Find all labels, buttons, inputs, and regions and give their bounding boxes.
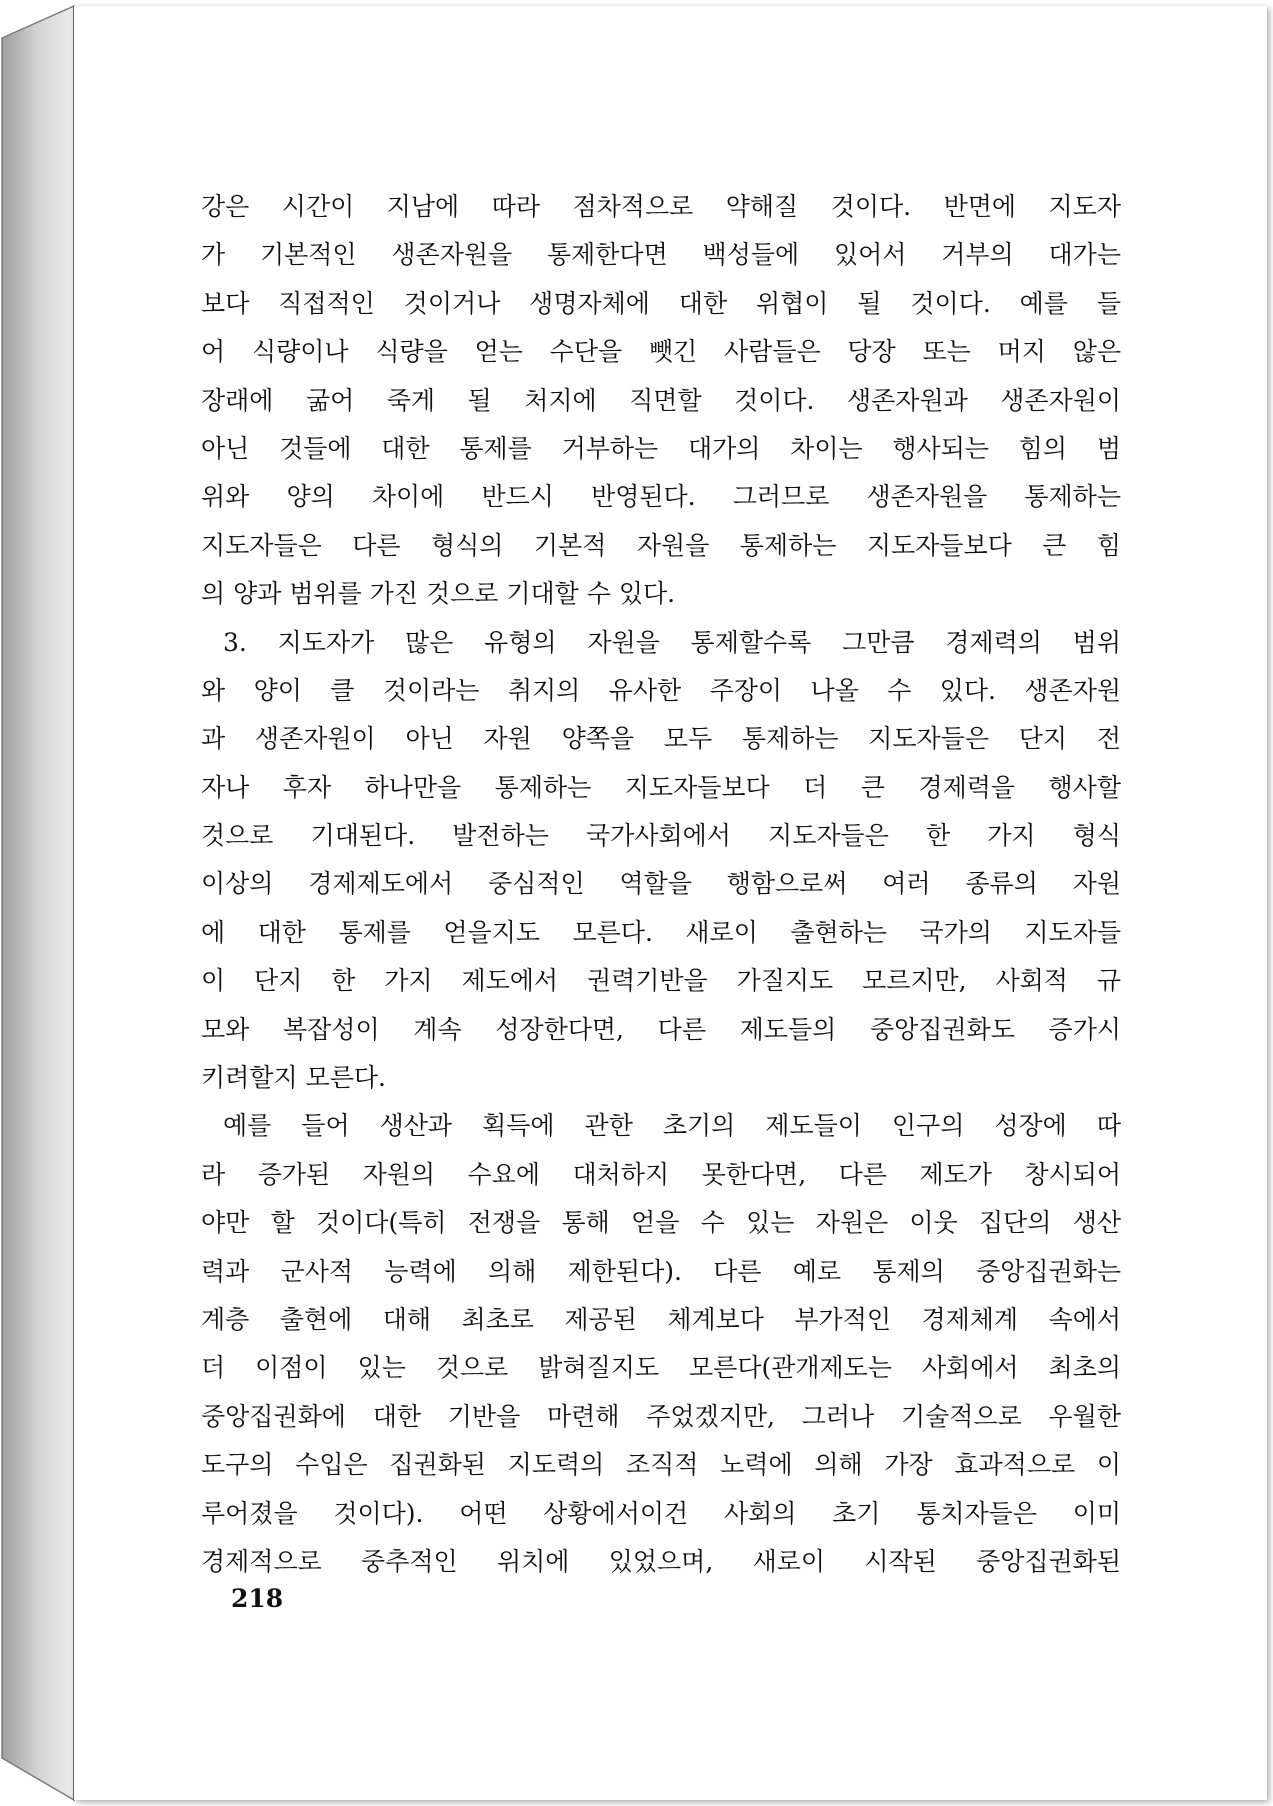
text-line: 어 식량이나 식량을 얻는 수단을 뺏긴 사람들은 당장 또는 머지 않은 [201, 337, 1121, 367]
text-line: 과 생존자원이 아닌 자원 양쪽을 모두 통제하는 지도자들은 단지 전 [201, 724, 1121, 754]
text-line: 가 기본적인 생존자원을 통제한다면 백성들에 있어서 거부의 대가는 [201, 240, 1121, 270]
text-line: 아닌 것들에 대한 통제를 거부하는 대가의 차이는 행사되는 힘의 범 [201, 433, 1121, 463]
text-line: 경제적으로 중추적인 위치에 있었으며, 새로이 시작된 중앙집권화된 [201, 1546, 1121, 1576]
text-line: 중앙집권화에 대한 기반을 마련해 주었겠지만, 그러나 기술적으로 우월한 [201, 1401, 1121, 1431]
text-line: 예를 들어 생산과 획득에 관한 초기의 제도들이 인구의 성장에 따 [223, 1111, 1121, 1141]
text-line: 라 증가된 자원의 수요에 대처하지 못한다면, 다른 제도가 창시되어 [201, 1159, 1121, 1189]
text-line: 자나 후자 하나만을 통제하는 지도자들보다 더 큰 경제력을 행사할 [201, 772, 1121, 802]
text-line: 계층 출현에 대해 최초로 제공된 체계보다 부가적인 경제체계 속에서 [201, 1304, 1121, 1334]
text-line: 에 대한 통제를 얻을지도 모른다. 새로이 출현하는 국가의 지도자들 [201, 917, 1121, 947]
text-line: 의 양과 범위를 가진 것으로 기대할 수 있다. [201, 579, 676, 609]
text-line: 키려할지 모른다. [201, 1063, 386, 1093]
text-line: 보다 직접적인 것이거나 생명자체에 대한 위협이 될 것이다. 예를 들 [201, 288, 1121, 318]
text-line: 지도자들은 다른 형식의 기본적 자원을 통제하는 지도자들보다 큰 힘 [201, 530, 1121, 560]
text-line: 이 단지 한 가지 제도에서 권력기반을 가질지도 모르지만, 사회적 규 [201, 966, 1121, 996]
text-line: 장래에 굶어 죽게 될 처지에 직면할 것이다. 생존자원과 생존자원이 [201, 385, 1121, 415]
text-line: 와 양이 클 것이라는 취지의 유사한 주장이 나올 수 있다. 생존자원 [201, 675, 1121, 705]
page-number: 218 [231, 1584, 284, 1613]
text-line: 3. 지도자가 많은 유형의 자원을 통제할수록 그만큼 경제력의 범위 [223, 627, 1121, 657]
text-line: 모와 복잡성이 계속 성장한다면, 다른 제도들의 중앙집권화도 증가시 [201, 1014, 1121, 1044]
body-text [201, 183, 1121, 1586]
text-line: 위와 양의 차이에 반드시 반영된다. 그러므로 생존자원을 통제하는 [201, 482, 1121, 512]
text-line: 것으로 기대된다. 발전하는 국가사회에서 지도자들은 한 가지 형식 [201, 821, 1121, 851]
text-line: 강은 시간이 지남에 따라 점차적으로 약해질 것이다. 반면에 지도자 [201, 192, 1121, 221]
text-line: 력과 군사적 능력에 의해 제한된다). 다른 예로 통제의 중앙집권화는 [201, 1256, 1121, 1286]
text-line: 이상의 경제제도에서 중심적인 역할을 행함으로써 여러 종류의 자원 [201, 869, 1121, 899]
text-line: 더 이점이 있는 것으로 밝혀질지도 모른다(관개제도는 사회에서 최초의 [201, 1353, 1121, 1383]
text-line: 도구의 수입은 집권화된 지도력의 조직적 노력에 의해 가장 효과적으로 이 [201, 1450, 1121, 1480]
text-line: 야만 할 것이다(특히 전쟁을 통해 얻을 수 있는 자원은 이웃 집단의 생산 [201, 1208, 1121, 1238]
text-line: 루어졌을 것이다). 어떤 상황에서이건 사회의 초기 통치자들은 이미 [201, 1498, 1121, 1528]
